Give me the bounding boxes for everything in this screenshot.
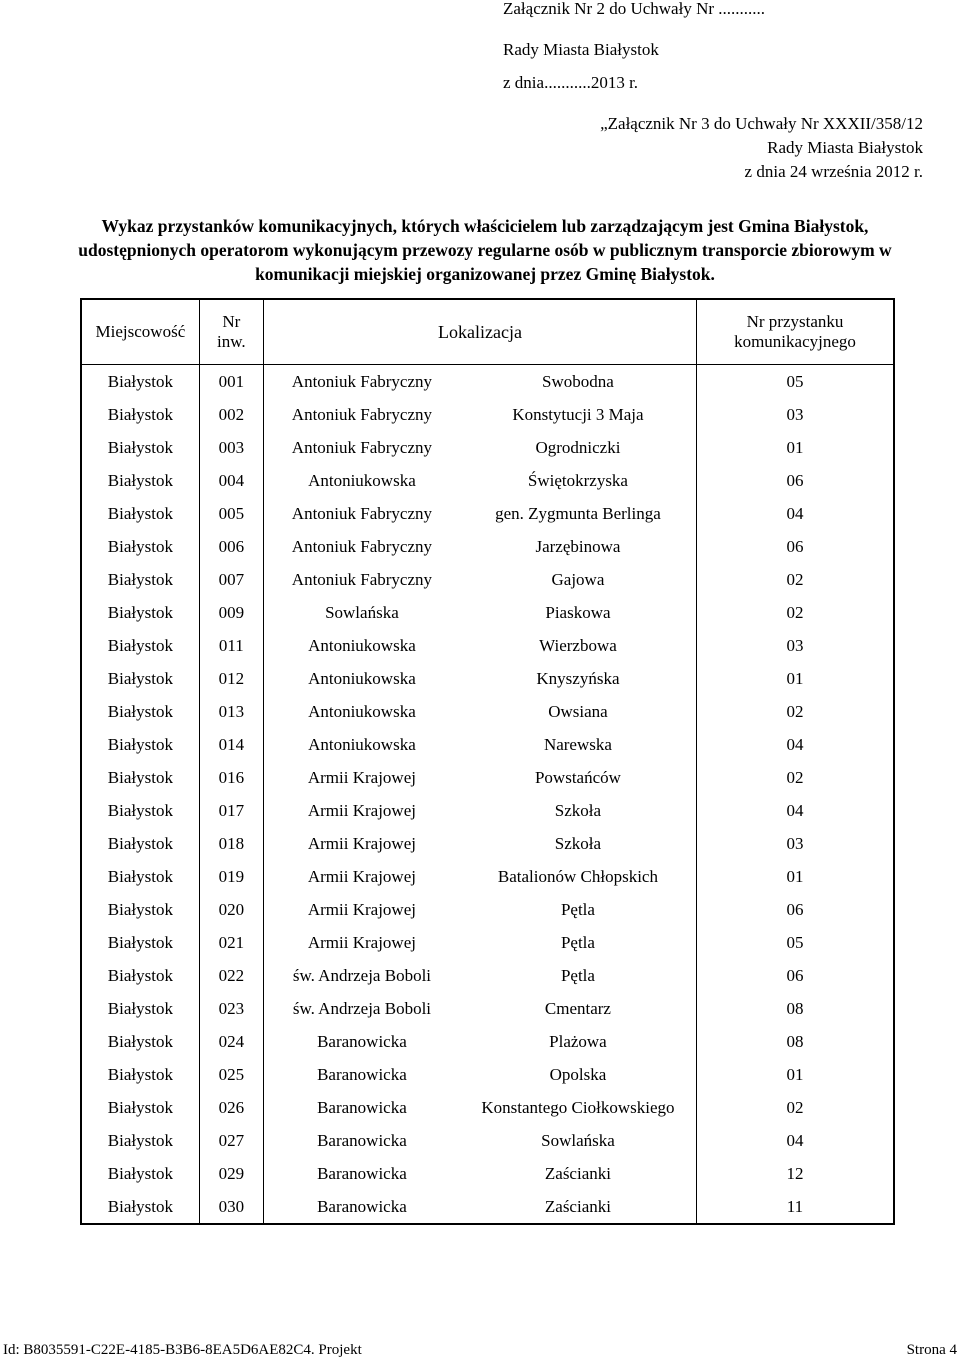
cell-city: Białystok xyxy=(81,695,199,728)
cell-city: Białystok xyxy=(81,794,199,827)
cell-street: Baranowicka xyxy=(317,1164,407,1183)
cell-city: Białystok xyxy=(81,860,199,893)
cell-cross-street: Pętla xyxy=(460,959,697,992)
cell-cross-street: Pętla xyxy=(460,893,697,926)
cell-stop-no: 08 xyxy=(786,1032,804,1051)
cell-cross-street: Batalionów Chłopskich xyxy=(460,860,697,893)
cell-inventory-no: 007 xyxy=(199,563,263,596)
table-row xyxy=(81,629,894,662)
column-header-inventory-no-text: Nr inw. xyxy=(217,312,246,351)
cell-cross-street: Zaścianki xyxy=(460,1157,697,1190)
cell-city: Białystok xyxy=(81,596,199,629)
cell-stop-no: 02 xyxy=(786,1098,804,1117)
column-header-stop-no xyxy=(696,299,894,365)
cell-street: Baranowicka xyxy=(317,1032,407,1051)
cell-inventory-no: 025 xyxy=(199,1058,263,1091)
cell-stop-no: 03 xyxy=(786,405,804,424)
cell-cross-street: Narewska xyxy=(460,728,697,761)
cell-cross-street: Owsiana xyxy=(460,695,697,728)
cell-city: Białystok xyxy=(81,1025,199,1058)
table-row xyxy=(81,761,894,794)
cell-cross-street: Zaścianki xyxy=(460,1190,697,1224)
cell-inventory-no: 021 xyxy=(199,926,263,959)
table-row xyxy=(81,1190,894,1224)
column-header-location: Lokalizacja xyxy=(263,299,696,365)
table-row xyxy=(81,662,894,695)
cell-city: Białystok xyxy=(81,530,199,563)
column-header-inventory-no xyxy=(199,299,263,365)
cell-inventory-no: 029 xyxy=(199,1157,263,1190)
cell-inventory-no: 018 xyxy=(199,827,263,860)
cell-street: Antoniukowska xyxy=(308,735,416,754)
table-row xyxy=(81,992,894,1025)
cell-street: św. Andrzeja Boboli xyxy=(292,966,432,985)
cell-cross-street: Ogrodniczki xyxy=(460,431,697,464)
cell-street: Armii Krajowej xyxy=(307,867,416,886)
cell-cross-street: gen. Zygmunta Berlinga xyxy=(460,497,697,530)
cell-street: Antoniuk Fabryczny xyxy=(291,570,433,589)
cell-cross-street: Szkoła xyxy=(460,827,697,860)
cell-city: Białystok xyxy=(81,1091,199,1124)
cell-street: Antoniukowska xyxy=(308,636,416,655)
cell-city: Białystok xyxy=(81,629,199,662)
cell-inventory-no: 002 xyxy=(199,398,263,431)
cell-street: św. Andrzeja Boboli xyxy=(292,999,432,1018)
cell-stop-no: 06 xyxy=(786,471,804,490)
cell-street: Baranowicka xyxy=(317,1098,407,1117)
cell-stop-no: 05 xyxy=(786,372,804,391)
cell-inventory-no: 019 xyxy=(199,860,263,893)
table-row xyxy=(81,1091,894,1124)
cell-cross-street: Pętla xyxy=(460,926,697,959)
cell-stop-no: 06 xyxy=(786,900,804,919)
cell-stop-no: 04 xyxy=(786,1131,804,1150)
cell-cross-street: Wierzbowa xyxy=(460,629,697,662)
cell-cross-street: Cmentarz xyxy=(460,992,697,1025)
cell-stop-no: 01 xyxy=(786,438,804,457)
table-row xyxy=(81,1058,894,1091)
council-line: Rady Miasta Białystok xyxy=(503,40,659,59)
cell-street: Antoniuk Fabryczny xyxy=(291,504,433,523)
table-row xyxy=(81,1124,894,1157)
cell-street: Sowlańska xyxy=(325,603,399,622)
cell-city: Białystok xyxy=(81,662,199,695)
cell-stop-no: 04 xyxy=(786,801,804,820)
cell-cross-street: Knyszyńska xyxy=(460,662,697,695)
cell-cross-street: Świętokrzyska xyxy=(460,464,697,497)
cell-inventory-no: 024 xyxy=(199,1025,263,1058)
bus-stop-table xyxy=(80,298,895,1225)
date-line: z dnia...........2013 r. xyxy=(503,73,639,92)
cell-inventory-no: 009 xyxy=(199,596,263,629)
cell-inventory-no: 023 xyxy=(199,992,263,1025)
cell-stop-no: 05 xyxy=(786,933,804,952)
attachment-header xyxy=(503,0,903,99)
cell-cross-street: Sowlańska xyxy=(460,1124,697,1157)
table-row xyxy=(81,530,894,563)
cell-inventory-no: 030 xyxy=(199,1190,263,1224)
cell-city: Białystok xyxy=(81,893,199,926)
cell-inventory-no: 001 xyxy=(199,365,263,399)
cell-city: Białystok xyxy=(81,1190,199,1224)
table-row xyxy=(81,926,894,959)
cell-cross-street: Plażowa xyxy=(460,1025,697,1058)
table-row xyxy=(81,1157,894,1190)
cell-stop-no: 01 xyxy=(786,867,804,886)
cell-cross-street: Opolska xyxy=(460,1058,697,1091)
table-row xyxy=(81,464,894,497)
cell-inventory-no: 022 xyxy=(199,959,263,992)
cell-cross-street: Swobodna xyxy=(460,365,697,399)
cell-city: Białystok xyxy=(81,497,199,530)
table-header-row xyxy=(81,299,894,365)
cell-city: Białystok xyxy=(81,1124,199,1157)
cell-city: Białystok xyxy=(81,1058,199,1091)
cell-inventory-no: 006 xyxy=(199,530,263,563)
table-row xyxy=(81,497,894,530)
cell-street: Antoniuk Fabryczny xyxy=(291,405,433,424)
document-title: Wykaz przystanków komunikacyjnych, których właścicielem lub zarządzającym jest Gmina Białystok, udostępnionych operatorom wykonującym przewozy regularne osób w publicznym transporcie zbiorowym w komunikacji miejskiej organizowanej przez Gminę Białystok. xyxy=(78,216,892,284)
quoted-attachment-header xyxy=(600,112,923,184)
cell-street: Antoniukowska xyxy=(308,702,416,721)
column-header-city: Miejscowość xyxy=(81,299,199,365)
cell-inventory-no: 004 xyxy=(199,464,263,497)
table-row xyxy=(81,827,894,860)
cell-stop-no: 11 xyxy=(786,1197,804,1216)
table-body xyxy=(81,365,894,1225)
table-row xyxy=(81,695,894,728)
table-row xyxy=(81,398,894,431)
table-row xyxy=(81,959,894,992)
attachment-line: Załącznik Nr 2 do Uchwały Nr ........... xyxy=(503,0,766,18)
cell-city: Białystok xyxy=(81,1157,199,1190)
cell-street: Antoniuk Fabryczny xyxy=(291,537,433,556)
cell-stop-no: 04 xyxy=(786,504,804,523)
cell-city: Białystok xyxy=(81,761,199,794)
column-header-stop-no-text: Nr przystanku komunikacyjnego xyxy=(734,312,856,351)
cell-street: Antoniukowska xyxy=(308,669,416,688)
cell-stop-no: 02 xyxy=(786,570,804,589)
cell-inventory-no: 012 xyxy=(199,662,263,695)
cell-stop-no: 03 xyxy=(786,636,804,655)
cell-inventory-no: 014 xyxy=(199,728,263,761)
cell-street: Armii Krajowej xyxy=(307,900,416,919)
cell-city: Białystok xyxy=(81,365,199,399)
table-row xyxy=(81,794,894,827)
quoted-council-line: Rady Miasta Białystok xyxy=(767,138,923,157)
cell-stop-no: 01 xyxy=(786,669,804,688)
quoted-attachment-line: „Załącznik Nr 3 do Uchwały Nr XXXII/358/12 xyxy=(600,114,923,133)
cell-street: Armii Krajowej xyxy=(307,933,416,952)
cell-city: Białystok xyxy=(81,464,199,497)
cell-street: Antoniuk Fabryczny xyxy=(291,372,433,391)
table-row xyxy=(81,431,894,464)
cell-cross-street: Piaskowa xyxy=(460,596,697,629)
cell-cross-street: Jarzębinowa xyxy=(460,530,697,563)
cell-inventory-no: 027 xyxy=(199,1124,263,1157)
cell-stop-no: 02 xyxy=(786,702,804,721)
cell-city: Białystok xyxy=(81,398,199,431)
cell-inventory-no: 003 xyxy=(199,431,263,464)
cell-street: Armii Krajowej xyxy=(307,834,416,853)
cell-street: Antoniukowska xyxy=(308,471,416,490)
table-row xyxy=(81,596,894,629)
cell-stop-no: 02 xyxy=(786,768,804,787)
cell-inventory-no: 011 xyxy=(199,629,263,662)
cell-cross-street: Konstantego Ciołkowskiego xyxy=(460,1091,697,1124)
cell-street: Armii Krajowej xyxy=(307,801,416,820)
cell-city: Białystok xyxy=(81,926,199,959)
cell-inventory-no: 013 xyxy=(199,695,263,728)
cell-cross-street: Gajowa xyxy=(460,563,697,596)
cell-city: Białystok xyxy=(81,728,199,761)
page-number: Strona 4 xyxy=(906,1342,957,1358)
cell-stop-no: 03 xyxy=(786,834,804,853)
cell-street: Armii Krajowej xyxy=(307,768,416,787)
cell-inventory-no: 017 xyxy=(199,794,263,827)
cell-city: Białystok xyxy=(81,431,199,464)
cell-street: Baranowicka xyxy=(317,1131,407,1150)
table-row xyxy=(81,365,894,399)
cell-cross-street: Szkoła xyxy=(460,794,697,827)
table-row xyxy=(81,728,894,761)
quoted-date-line: z dnia 24 września 2012 r. xyxy=(744,162,923,181)
cell-city: Białystok xyxy=(81,959,199,992)
cell-stop-no: 08 xyxy=(786,999,804,1018)
cell-cross-street: Konstytucji 3 Maja xyxy=(460,398,697,431)
cell-stop-no: 04 xyxy=(786,735,804,754)
table-row xyxy=(81,1025,894,1058)
cell-stop-no: 12 xyxy=(786,1164,804,1183)
table-row xyxy=(81,563,894,596)
document-id: Id: B8035591-C22E-4185-B3B6-8EA5D6AE82C4. Projekt xyxy=(3,1342,362,1358)
cell-city: Białystok xyxy=(81,827,199,860)
cell-stop-no: 06 xyxy=(786,966,804,985)
cell-inventory-no: 005 xyxy=(199,497,263,530)
cell-stop-no: 01 xyxy=(786,1065,804,1084)
cell-city: Białystok xyxy=(81,563,199,596)
page-footer xyxy=(0,1340,960,1360)
table-row xyxy=(81,860,894,893)
cell-inventory-no: 016 xyxy=(199,761,263,794)
cell-stop-no: 02 xyxy=(786,603,804,622)
cell-street: Baranowicka xyxy=(317,1197,407,1216)
cell-street: Antoniuk Fabryczny xyxy=(291,438,433,457)
cell-inventory-no: 026 xyxy=(199,1091,263,1124)
cell-city: Białystok xyxy=(81,992,199,1025)
cell-cross-street: Powstańców xyxy=(460,761,697,794)
cell-street: Baranowicka xyxy=(317,1065,407,1084)
cell-stop-no: 06 xyxy=(786,537,804,556)
table-row xyxy=(81,893,894,926)
cell-inventory-no: 020 xyxy=(199,893,263,926)
